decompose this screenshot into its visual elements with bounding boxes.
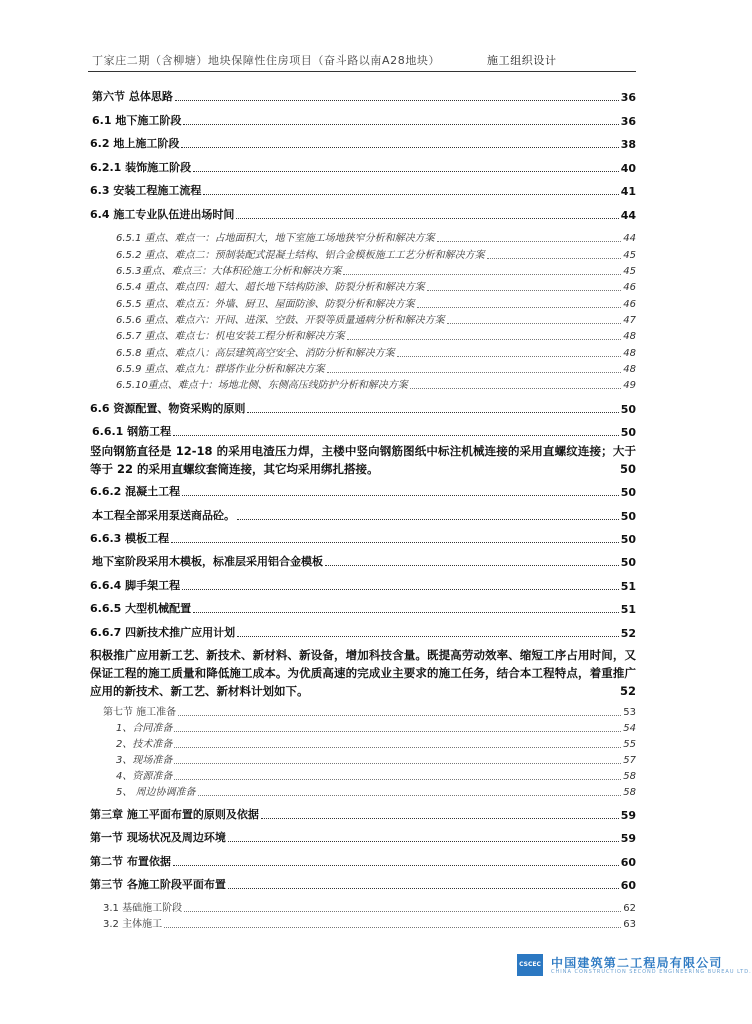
leader-dots: [343, 274, 621, 275]
toc-entry[interactable]: [90, 829, 636, 845]
leader-dots: [181, 147, 618, 148]
leader-dots: [237, 519, 619, 520]
toc-entry-text: 第三节 各施工阶段平面布置: [90, 878, 226, 891]
toc-entry-page: 62: [623, 903, 636, 914]
toc-entry[interactable]: [90, 400, 636, 416]
leader-dots: [325, 565, 619, 566]
toc-entry[interactable]: [116, 735, 636, 750]
toc-entry[interactable]: [92, 507, 636, 523]
leader-dots: [228, 888, 619, 889]
toc-entry-text: 6.6.2 混凝土工程: [90, 485, 181, 498]
company-badge-icon: CSCEC: [517, 954, 543, 976]
toc-entry-text: 6.5.3重点、难点三：大体积砼施工分析和解决方案: [116, 266, 342, 277]
toc-entry-text: 6.5.4 重点、难点四：超大、超长地下结构防渗、防裂分析和解决方案: [116, 282, 425, 293]
toc-entry-text: 3.2 主体施工: [103, 919, 163, 930]
leader-dots: [198, 795, 622, 796]
toc-entry-page: 48: [623, 348, 636, 359]
toc-entry-text: 6.4 施工专业队伍进出场时间: [90, 208, 235, 221]
toc-entry[interactable]: [103, 915, 636, 930]
toc-entry[interactable]: [90, 624, 636, 640]
toc-entry-page: 50: [620, 533, 636, 546]
toc-entry-page: 60: [620, 879, 636, 892]
toc-entry-page: 50: [620, 486, 636, 499]
leader-dots: [487, 258, 622, 259]
toc-entry-page: 58: [623, 771, 636, 782]
toc-entry-text: 本工程全部采用泵送商品砼。: [92, 509, 235, 522]
toc-entry-page: 40: [620, 162, 636, 175]
toc-entry[interactable]: [90, 853, 636, 869]
toc-entry-page: 52: [619, 684, 636, 698]
toc-entry-page: 63: [623, 919, 636, 930]
toc-entry-page: 60: [620, 856, 636, 869]
toc-entry-page: 45: [623, 266, 636, 277]
toc-entry-text: 第三章 施工平面布置的原则及依据: [90, 808, 259, 821]
leader-dots: [228, 841, 619, 842]
toc-entry-page: 53: [623, 707, 636, 718]
toc-entry[interactable]: [116, 376, 636, 391]
toc-entry-text: 6.6.1 钢筋工程: [92, 425, 172, 438]
toc-entry-page: 46: [623, 282, 636, 293]
toc-entry-text: 6.1 地下施工阶段: [92, 114, 182, 127]
leader-dots: [236, 218, 618, 219]
toc-entry-page: 50: [620, 403, 636, 416]
toc-entry-text: 4、资源准备: [116, 771, 173, 782]
leader-dots: [397, 356, 622, 357]
toc-entry-page: 58: [623, 787, 636, 798]
leader-dots: [164, 927, 621, 928]
toc-entry-page: 36: [620, 91, 636, 104]
toc-entry-text: 地下室阶段采用木模板，标准层采用铝合金模板: [92, 555, 323, 568]
toc-entry-page: 44: [623, 233, 636, 244]
toc-entry-page: 45: [623, 250, 636, 261]
leader-dots: [193, 171, 619, 172]
header-divider: [88, 71, 636, 72]
toc-entry[interactable]: [116, 360, 636, 375]
leader-dots: [175, 100, 619, 101]
toc-entry[interactable]: [103, 703, 636, 718]
leader-dots: [193, 612, 619, 613]
toc-entry-page: 54: [623, 723, 636, 734]
header-document-type: 施工组织设计: [487, 54, 557, 67]
toc-entry-text: 3.1 基础施工阶段: [103, 903, 183, 914]
toc-entry-page: 49: [623, 380, 636, 391]
toc-entry-text: 第一节 现场状况及周边环境: [90, 831, 226, 844]
toc-entry-text: 6.5.6 重点、难点六：开间、进深、空鼓、开裂等质量通病分析和解决方案: [116, 315, 445, 326]
leader-dots: [203, 194, 618, 195]
toc-entry-page: 57: [623, 755, 636, 766]
toc-paragraph-entry[interactable]: [90, 646, 636, 700]
toc-entry-page: 50: [620, 426, 636, 439]
toc-entry-page: 50: [619, 462, 636, 476]
toc-entry-text: 6.6 资源配置、物资采购的原则: [90, 402, 246, 415]
leader-dots: [427, 290, 622, 291]
toc-entry-text: 6.5.9 重点、难点九：群塔作业分析和解决方案: [116, 364, 325, 375]
toc-entry[interactable]: [90, 483, 636, 499]
toc-entry-page: 48: [623, 331, 636, 342]
leader-dots: [347, 339, 622, 340]
toc-entry-text: 5、 周边协调准备: [116, 787, 196, 798]
leader-dots: [261, 818, 619, 819]
toc-entry[interactable]: [90, 876, 636, 892]
toc-entry[interactable]: [116, 327, 636, 342]
toc-entry[interactable]: [116, 344, 636, 359]
leader-dots: [437, 241, 622, 242]
toc-entry-text: 积极推广应用新工艺、新技术、新材料、新设备，增加科技含量。既提高劳动效率、缩短工序占用时间，又保证工程的施工质量和降低施工成本。为优质高速的完成业主要求的施工任务，结合本工程特点，着重推广应用的新技术、新工艺、新材料计划如下。: [90, 648, 636, 698]
toc-entry-page: 41: [620, 185, 636, 198]
toc-entry[interactable]: [116, 767, 636, 782]
leader-dots: [171, 542, 619, 543]
leader-dots: [182, 589, 619, 590]
toc-entry-text: 6.5.8 重点、难点八：高层建筑高空安全、消防分析和解决方案: [116, 348, 395, 359]
toc-entry-page: 59: [620, 832, 636, 845]
leader-dots: [237, 636, 619, 637]
toc-entry-page: 50: [620, 510, 636, 523]
toc-entry-text: 6.5.1 重点、难点一：占地面积大，地下室施工场地狭窄分析和解决方案: [116, 233, 435, 244]
toc-entry[interactable]: [90, 530, 636, 546]
toc-entry-page: 51: [620, 603, 636, 616]
toc-entry-text: 竖向钢筋直径是 12-18 的采用电渣压力焊，主楼中竖向钢筋图纸中标注机械连接的采用直螺纹连接；大于等于 22 的采用直螺纹套筒连接，其它均采用绑扎搭接。: [90, 444, 636, 476]
toc-entry-text: 6.3 安装工程施工流程: [90, 184, 202, 197]
toc-entry[interactable]: [92, 112, 636, 128]
leader-dots: [174, 763, 621, 764]
toc-entry-page: 48: [623, 364, 636, 375]
toc-paragraph-entry[interactable]: [90, 442, 636, 478]
leader-dots: [183, 124, 618, 125]
toc-entry-page: 59: [620, 809, 636, 822]
leader-dots: [184, 911, 621, 912]
toc-entry[interactable]: [90, 600, 636, 616]
leader-dots: [174, 731, 621, 732]
toc-entry[interactable]: [116, 751, 636, 766]
toc-entry-page: 46: [623, 299, 636, 310]
toc-entry[interactable]: [90, 159, 636, 175]
toc-entry[interactable]: [90, 577, 636, 593]
toc-entry[interactable]: [90, 182, 636, 198]
toc-entry[interactable]: [92, 553, 636, 569]
toc-entry[interactable]: [90, 806, 636, 822]
toc-entry-text: 第七节 施工准备: [103, 707, 177, 718]
company-name-en: CHINA CONSTRUCTION SECOND ENGINEERING BUREAU LTD.: [551, 969, 752, 975]
toc-entry-text: 3、现场准备: [116, 755, 173, 766]
toc-entry-text: 6.5.7 重点、难点七：机电安装工程分析和解决方案: [116, 331, 345, 342]
toc-entry-text: 2、技术准备: [116, 739, 173, 750]
leader-dots: [447, 323, 622, 324]
toc-entry[interactable]: [116, 295, 636, 310]
toc-entry-page: 50: [620, 556, 636, 569]
toc-entry-page: 44: [620, 209, 636, 222]
toc-entry-text: 6.6.5 大型机械配置: [90, 602, 192, 615]
toc-entry[interactable]: [116, 783, 636, 798]
toc-entry-page: 38: [620, 138, 636, 151]
toc-entry-text: 6.6.3 模板工程: [90, 532, 170, 545]
leader-dots: [410, 388, 621, 389]
toc-entry-page: 55: [623, 739, 636, 750]
toc-entry[interactable]: [116, 229, 636, 244]
toc-entry-text: 第二节 布置依据: [90, 855, 171, 868]
toc-entry-text: 第六节 总体思路: [92, 90, 173, 103]
toc-entry-page: 52: [620, 627, 636, 640]
toc-entry[interactable]: [116, 246, 636, 261]
toc-entry[interactable]: [116, 262, 636, 277]
company-name: 中国建筑第二工程局有限公司: [551, 956, 723, 970]
toc-entry[interactable]: [116, 311, 636, 326]
toc-entry-page: 51: [620, 580, 636, 593]
leader-dots: [173, 435, 619, 436]
leader-dots: [178, 715, 621, 716]
toc-entry-text: 6.5.10重点、难点十：场地北侧、东侧高压线防护分析和解决方案: [116, 380, 408, 391]
toc-entry-page: 47: [623, 315, 636, 326]
toc-entry-text: 6.2.1 装饰施工阶段: [90, 161, 192, 174]
toc-entry-text: 6.2 地上施工阶段: [90, 137, 180, 150]
leader-dots: [247, 412, 618, 413]
leader-dots: [174, 779, 621, 780]
leader-dots: [174, 747, 621, 748]
toc-entry-page: 36: [620, 115, 636, 128]
toc-entry-text: 6.6.4 脚手架工程: [90, 579, 181, 592]
header-project-title: 丁家庄二期（含柳塘）地块保障性住房项目（奋斗路以南A28地块）: [92, 54, 441, 67]
leader-dots: [182, 495, 619, 496]
toc-entry[interactable]: [90, 135, 636, 151]
toc-entry[interactable]: [90, 206, 636, 222]
leader-dots: [173, 865, 619, 866]
toc-entry[interactable]: [92, 423, 636, 439]
toc-entry-text: 1、合同准备: [116, 723, 173, 734]
leader-dots: [417, 307, 622, 308]
toc-entry[interactable]: [116, 719, 636, 734]
toc-entry-text: 6.5.5 重点、难点五：外墙、厨卫、屋面防渗、防裂分析和解决方案: [116, 299, 415, 310]
toc-entry[interactable]: [116, 278, 636, 293]
toc-entry[interactable]: [92, 88, 636, 104]
page-header: [92, 50, 632, 72]
toc-entry[interactable]: [103, 899, 636, 914]
toc-entry-text: 6.5.2 重点、难点二：预制装配式混凝土结构、铝合金模板施工工艺分析和解决方案: [116, 250, 485, 261]
company-logo: [517, 954, 752, 978]
leader-dots: [327, 372, 622, 373]
toc-entry-text: 6.6.7 四新技术推广应用计划: [90, 626, 236, 639]
